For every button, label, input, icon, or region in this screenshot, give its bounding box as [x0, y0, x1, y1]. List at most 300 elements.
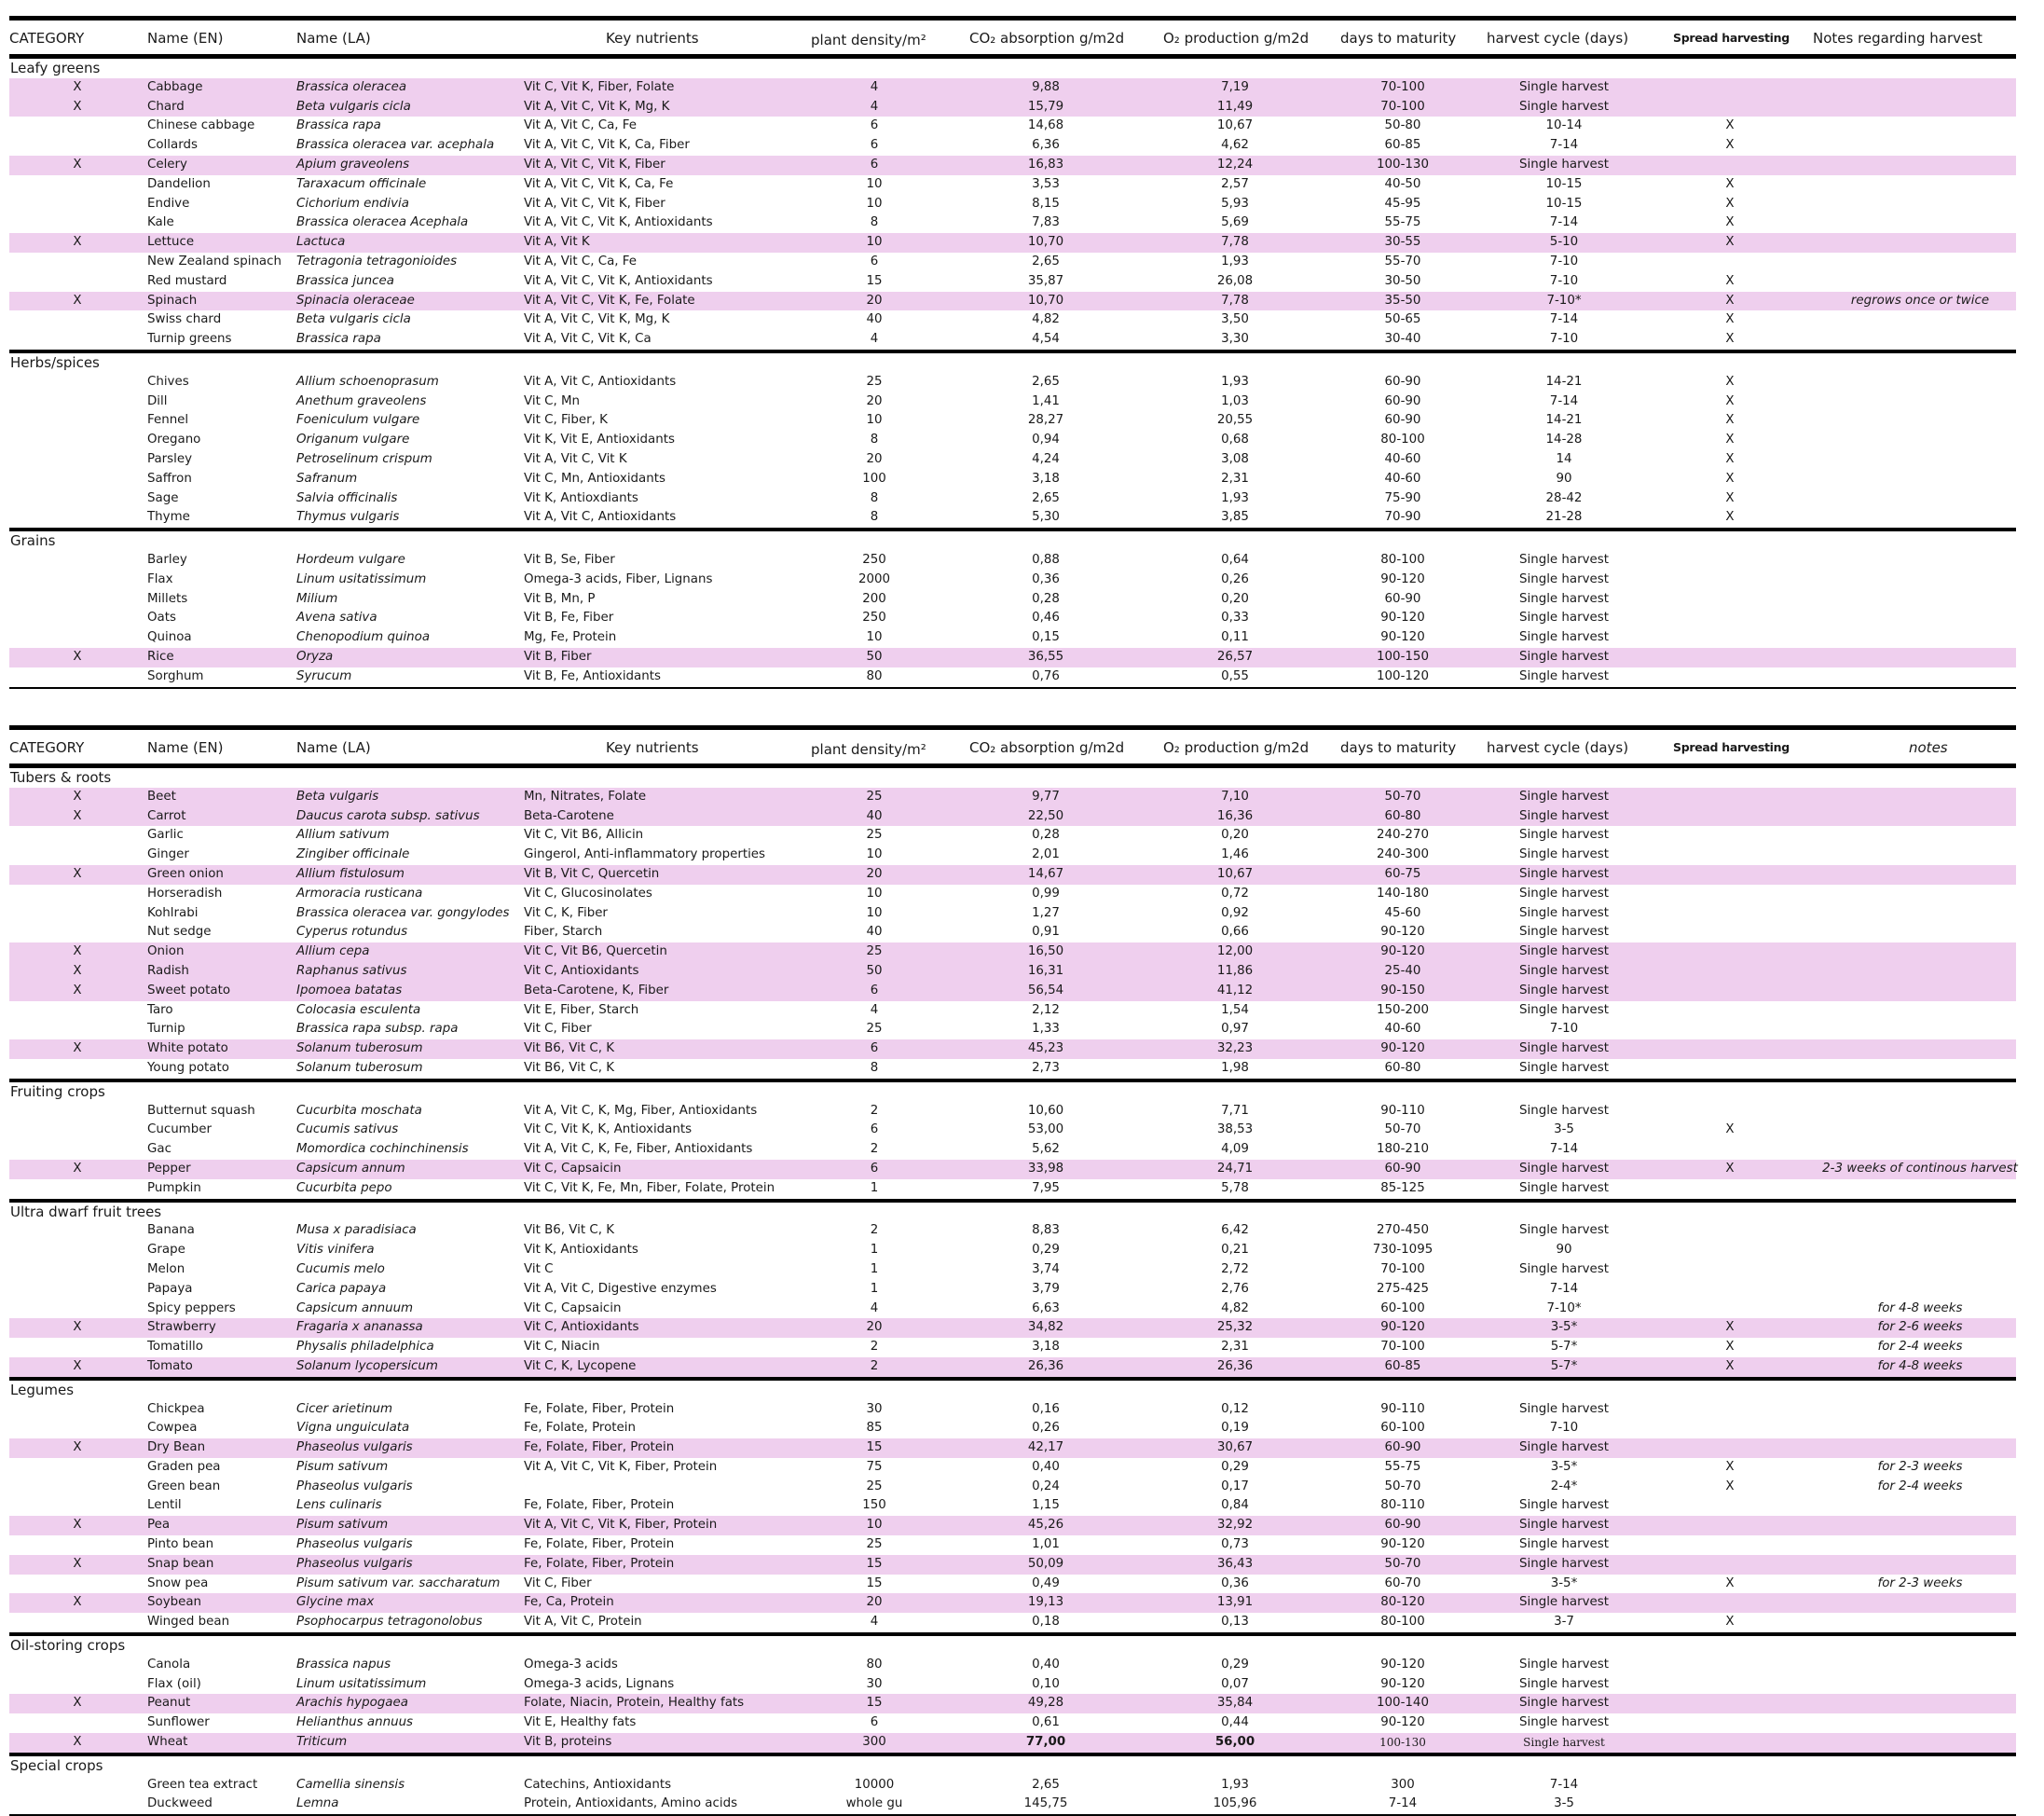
- spread-harvesting: X: [1725, 312, 1735, 327]
- name-en: Swiss chard: [147, 312, 222, 327]
- days-to-maturity: 30-40: [1384, 332, 1421, 347]
- days-to-maturity: 60-85: [1384, 1358, 1421, 1373]
- name-en: Celery: [147, 157, 187, 172]
- key-nutrients: Vit A, Vit C, Antioxidants: [524, 510, 677, 525]
- days-to-maturity: 90-120: [1380, 944, 1425, 959]
- key-nutrients: Vit A, Vit C, Vit K, Mg, K: [524, 99, 670, 114]
- name-la: Solanum lycopersicum: [296, 1358, 438, 1373]
- days-to-maturity: 140-180: [1377, 886, 1429, 901]
- harvest-cycle: 7-14: [1549, 215, 1579, 230]
- harvest-cycle: 7-14: [1549, 393, 1579, 408]
- harvest-cycle: Single harvest: [1518, 79, 1609, 94]
- header-days-to-maturity: days to maturity: [1340, 30, 1457, 47]
- category-group: [9, 1079, 2016, 1199]
- table-row: [9, 1419, 2016, 1438]
- co2-absorption: 45,26: [1027, 1518, 1064, 1533]
- name-en: Papaya: [147, 1281, 193, 1296]
- harvest-cycle: Single harvest: [1518, 1161, 1609, 1176]
- plant-density: 4: [870, 1300, 879, 1315]
- days-to-maturity: 60-90: [1384, 591, 1421, 606]
- name-en: Chard: [147, 99, 185, 114]
- key-nutrients: Vit K, Antioxidants: [524, 1243, 638, 1258]
- harvest-cycle: Single harvest: [1518, 905, 1609, 920]
- o2-production: 1,93: [1221, 490, 1249, 505]
- name-en: Tomatillo: [147, 1340, 203, 1355]
- table-row: [9, 78, 2016, 98]
- name-en: Pepper: [147, 1161, 191, 1176]
- table-row: [9, 373, 2016, 392]
- spread-harvesting: X: [1725, 1340, 1735, 1355]
- name-en: Thyme: [147, 510, 190, 525]
- header-co2-absorption: CO₂ absorption g/m2d: [969, 739, 1125, 756]
- key-nutrients: Vit C: [524, 1261, 554, 1276]
- co2-absorption: 0,28: [1032, 591, 1060, 606]
- table-row: [9, 1160, 2016, 1179]
- co2-absorption: 19,13: [1027, 1595, 1064, 1610]
- harvest-cycle: 7-10*: [1546, 293, 1582, 308]
- name-en: Kale: [147, 215, 174, 230]
- days-to-maturity: 90-120: [1380, 1657, 1425, 1672]
- harvest-cycle: Single harvest: [1518, 944, 1609, 959]
- days-to-maturity: 40-60: [1384, 451, 1421, 466]
- name-en: Peanut: [147, 1696, 191, 1711]
- plant-density: 25: [866, 828, 883, 843]
- days-to-maturity: 45-60: [1384, 905, 1421, 920]
- header-category: CATEGORY: [9, 739, 85, 756]
- days-to-maturity: 55-75: [1384, 215, 1421, 230]
- key-nutrients: Vit A, Vit C, Vit K, Fiber, Protein: [524, 1518, 718, 1533]
- table-row: [9, 1318, 2016, 1338]
- name-en: Chives: [147, 374, 189, 389]
- o2-production: 3,08: [1221, 451, 1249, 466]
- name-la: Syrucum: [296, 668, 352, 683]
- o2-production: 25,32: [1216, 1320, 1254, 1335]
- days-to-maturity: 90-120: [1380, 1676, 1425, 1691]
- plant-density: 8: [870, 490, 879, 505]
- key-nutrients: Vit A, Vit C, Antioxidants: [524, 374, 677, 389]
- name-en: New Zealand spinach: [147, 254, 281, 268]
- table-row: [9, 310, 2016, 330]
- spread-harvesting: X: [1725, 293, 1735, 308]
- name-la: Pisum sativum: [296, 1459, 389, 1474]
- name-en: Spicy peppers: [147, 1300, 236, 1315]
- harvest-cycle: Single harvest: [1518, 1696, 1609, 1711]
- name-la: Brassica oleracea Acephala: [296, 215, 469, 230]
- co2-absorption: 0,88: [1032, 552, 1060, 567]
- key-nutrients: Vit A, Vit C, K, Mg, Fiber, Antioxidants: [524, 1103, 758, 1118]
- key-nutrients: Vit C, Vit K, Fiber, Folate: [524, 79, 675, 94]
- plant-density: 10000: [854, 1777, 895, 1792]
- harvest-cycle: 14: [1556, 451, 1572, 466]
- co2-absorption: 53,00: [1027, 1122, 1064, 1137]
- o2-production: 41,12: [1216, 983, 1254, 997]
- name-en: Radish: [147, 963, 189, 978]
- harvest-cycle: 14-21: [1545, 413, 1583, 428]
- key-nutrients: Vit A, Vit C, Ca, Fe: [524, 118, 637, 133]
- key-nutrients: Vit A, Vit C, Vit K, Antioxidants: [524, 273, 713, 288]
- category-label: Herbs/spices: [10, 353, 100, 371]
- o2-production: 0,68: [1221, 433, 1249, 447]
- plant-density: 8: [870, 215, 879, 230]
- name-la: Origanum vulgare: [296, 433, 410, 447]
- name-la: Foeniculum vulgare: [296, 413, 420, 428]
- name-en: Chinese cabbage: [147, 118, 255, 133]
- plant-density: 75: [866, 1459, 883, 1474]
- table-row: [9, 1694, 2016, 1713]
- selected-mark: X: [73, 866, 82, 881]
- co2-absorption: 3,18: [1032, 471, 1060, 486]
- o2-production: 16,36: [1216, 808, 1254, 823]
- o2-production: 0,17: [1221, 1479, 1249, 1493]
- o2-production: 3,50: [1221, 312, 1249, 327]
- name-la: Momordica cochinchinensis: [296, 1142, 469, 1157]
- co2-absorption: 0,18: [1032, 1615, 1060, 1630]
- plant-density: 25: [866, 944, 883, 959]
- harvest-notes: for 2-3 weeks: [1877, 1459, 1963, 1474]
- name-la: Allium schoenoprasum: [296, 374, 439, 389]
- days-to-maturity: 240-270: [1377, 828, 1429, 843]
- harvest-cycle: 3-5*: [1550, 1320, 1578, 1335]
- o2-production: 0,11: [1221, 630, 1249, 645]
- o2-production: 4,82: [1221, 1300, 1249, 1315]
- plant-density: whole gu: [845, 1796, 903, 1811]
- selected-mark: X: [73, 99, 82, 114]
- name-la: Camellia sinensis: [296, 1777, 405, 1792]
- o2-production: 0,26: [1221, 571, 1249, 586]
- selected-mark: X: [73, 789, 82, 804]
- days-to-maturity: 45-95: [1384, 196, 1421, 211]
- selected-mark: X: [73, 1696, 82, 1711]
- o2-production: 4,09: [1221, 1142, 1249, 1157]
- days-to-maturity: 60-90: [1384, 413, 1421, 428]
- harvest-notes: for 2-6 weeks: [1877, 1320, 1963, 1335]
- name-en: Quinoa: [147, 630, 192, 645]
- days-to-maturity: 80-100: [1380, 552, 1425, 567]
- table-row: [9, 136, 2016, 156]
- o2-production: 32,23: [1216, 1041, 1254, 1056]
- name-en: Duckweed: [147, 1796, 213, 1811]
- spread-harvesting: X: [1725, 1358, 1735, 1373]
- category-label: Grains: [10, 532, 56, 550]
- harvest-cycle: 7-14: [1549, 1281, 1579, 1296]
- days-to-maturity: 300: [1391, 1777, 1415, 1792]
- table-row: [9, 609, 2016, 628]
- key-nutrients: Vit C, Niacin: [524, 1340, 600, 1355]
- o2-production: 1,03: [1221, 393, 1249, 408]
- name-la: Thymus vulgaris: [296, 510, 400, 525]
- selected-mark: X: [73, 235, 82, 250]
- days-to-maturity: 60-80: [1384, 808, 1421, 823]
- days-to-maturity: 30-50: [1384, 273, 1421, 288]
- table-row: [9, 942, 2016, 962]
- co2-absorption: 0,28: [1032, 828, 1060, 843]
- header-harvest-cycle: harvest cycle (days): [1487, 739, 1629, 756]
- harvest-cycle: 3-5*: [1550, 1459, 1578, 1474]
- plant-density: 10: [866, 176, 883, 191]
- plant-density: 20: [866, 1320, 883, 1335]
- name-en: Grape: [147, 1243, 185, 1258]
- table-row: [9, 1300, 2016, 1319]
- o2-production: 0,55: [1221, 668, 1249, 683]
- name-la: Brassica napus: [296, 1657, 391, 1672]
- selected-mark: X: [73, 293, 82, 308]
- name-en: Young potato: [147, 1060, 229, 1075]
- co2-absorption: 0,26: [1032, 1421, 1060, 1436]
- harvest-cycle: Single harvest: [1518, 591, 1609, 606]
- co2-absorption: 8,83: [1032, 1223, 1060, 1238]
- harvest-cycle: 3-5: [1554, 1122, 1574, 1137]
- harvest-cycle: Single harvest: [1518, 789, 1609, 804]
- table-header-row: [9, 725, 2016, 768]
- plant-density: 4: [870, 99, 879, 114]
- days-to-maturity: 70-100: [1380, 1340, 1425, 1355]
- harvest-cycle: Single harvest: [1518, 1180, 1609, 1195]
- name-la: Vigna unguiculata: [296, 1421, 410, 1436]
- co2-absorption: 1,33: [1032, 1022, 1060, 1037]
- o2-production: 0,92: [1221, 905, 1249, 920]
- key-nutrients: Vit C, Fiber: [524, 1575, 592, 1590]
- table-row: [9, 292, 2016, 311]
- selected-mark: X: [73, 649, 82, 664]
- table-row: [9, 1001, 2016, 1021]
- plant-density: 30: [866, 1401, 883, 1416]
- name-la: Petroselinum crispum: [296, 451, 432, 466]
- table-row: [9, 1121, 2016, 1140]
- table-row: [9, 1438, 2016, 1458]
- name-en: Green onion: [147, 866, 224, 881]
- o2-production: 0,73: [1221, 1537, 1249, 1552]
- o2-production: 10,67: [1216, 118, 1254, 133]
- o2-production: 0,29: [1221, 1657, 1249, 1672]
- name-en: White potato: [147, 1041, 228, 1056]
- days-to-maturity: 60-90: [1384, 374, 1421, 389]
- table-row: [9, 1795, 2016, 1814]
- name-en: Ginger: [147, 847, 189, 862]
- key-nutrients: Vit A, Vit C, Vit K, Ca: [524, 332, 652, 347]
- name-en: Pea: [147, 1518, 171, 1533]
- category-label: Ultra dwarf fruit trees: [10, 1203, 162, 1220]
- plant-density: 6: [870, 157, 879, 172]
- table-row: [9, 962, 2016, 982]
- category-group: [9, 350, 2016, 528]
- name-en: Taro: [147, 1002, 173, 1017]
- co2-absorption: 0,16: [1032, 1401, 1060, 1416]
- name-en: Snap bean: [147, 1556, 214, 1571]
- co2-absorption: 6,36: [1032, 138, 1060, 153]
- selected-mark: X: [73, 1440, 82, 1455]
- days-to-maturity: 90-120: [1380, 1537, 1425, 1552]
- name-la: Psophocarpus tetragonolobus: [296, 1615, 483, 1630]
- plant-density: 8: [870, 433, 879, 447]
- header-spread-harvesting: Spread harvesting: [1673, 31, 1790, 45]
- co2-absorption: 45,23: [1027, 1041, 1064, 1056]
- table-row: [9, 1733, 2016, 1753]
- o2-production: 12,24: [1216, 157, 1254, 172]
- name-en: Green tea extract: [147, 1777, 258, 1792]
- table-row: [9, 1280, 2016, 1300]
- key-nutrients: Vit C, Vit K, Fe, Mn, Fiber, Folate, Protein: [524, 1180, 775, 1195]
- table-row: [9, 1516, 2016, 1535]
- co2-absorption: 35,87: [1027, 273, 1064, 288]
- o2-production: 5,78: [1221, 1180, 1249, 1195]
- key-nutrients: Vit A, Vit C, Vit K, Antioxidants: [524, 215, 713, 230]
- name-la: Carica papaya: [296, 1281, 387, 1296]
- name-en: Kohlrabi: [147, 905, 199, 920]
- table-row: [9, 1656, 2016, 1675]
- plant-density: 100: [862, 471, 886, 486]
- o2-production: 2,31: [1221, 1340, 1249, 1355]
- co2-absorption: 8,15: [1032, 196, 1060, 211]
- name-la: Vitis vinifera: [296, 1243, 375, 1258]
- plant-density: 80: [866, 668, 883, 683]
- harvest-cycle: Single harvest: [1518, 1715, 1609, 1730]
- name-en: Turnip: [147, 1022, 185, 1037]
- table-row: [9, 1059, 2016, 1079]
- days-to-maturity: 80-110: [1380, 1498, 1425, 1513]
- harvest-cycle: Single harvest: [1518, 1103, 1609, 1118]
- harvest-notes: regrows once or twice: [1850, 293, 1990, 308]
- name-la: Colocasia esculenta: [296, 1002, 421, 1017]
- co2-absorption: 77,00: [1025, 1735, 1066, 1750]
- key-nutrients: Vit A, Vit C, Digestive enzymes: [524, 1281, 717, 1296]
- name-la: Tetragonia tetragonioides: [296, 254, 458, 268]
- spread-harvesting: X: [1725, 1575, 1735, 1590]
- plant-density: 2000: [857, 571, 891, 586]
- plant-density: 20: [866, 866, 883, 881]
- selected-mark: X: [73, 944, 82, 959]
- table-row: [9, 551, 2016, 571]
- spread-harvesting: X: [1725, 176, 1735, 191]
- harvest-cycle: Single harvest: [1518, 1676, 1609, 1691]
- key-nutrients: Mn, Nitrates, Folate: [524, 789, 647, 804]
- days-to-maturity: 30-55: [1384, 235, 1421, 250]
- table-row: [9, 923, 2016, 942]
- co2-absorption: 0,94: [1032, 433, 1060, 447]
- o2-production: 7,10: [1221, 789, 1249, 804]
- table-row: [9, 175, 2016, 195]
- category-label: Legumes: [10, 1381, 75, 1398]
- key-nutrients: Fe, Folate, Fiber, Protein: [524, 1537, 675, 1552]
- table-row: [9, 213, 2016, 233]
- days-to-maturity: 100-130: [1377, 157, 1429, 172]
- harvest-notes: for 2-3 weeks: [1877, 1575, 1963, 1590]
- category-label: Special crops: [10, 1756, 103, 1774]
- table-row: [9, 1535, 2016, 1555]
- table-row: [9, 1613, 2016, 1632]
- category-group: [9, 768, 2016, 1079]
- co2-absorption: 10,70: [1027, 293, 1064, 308]
- o2-production: 0,36: [1221, 1575, 1249, 1590]
- key-nutrients: Gingerol, Anti-inflammatory properties: [524, 847, 766, 862]
- o2-production: 0,33: [1221, 611, 1249, 626]
- key-nutrients: Vit C, Capsaicin: [524, 1161, 622, 1176]
- o2-production: 26,36: [1216, 1358, 1254, 1373]
- name-en: Parsley: [147, 451, 193, 466]
- category-group: [9, 59, 2016, 350]
- key-nutrients: Vit E, Healthy fats: [524, 1715, 637, 1730]
- harvest-cycle: 14-28: [1545, 433, 1583, 447]
- table-row: [9, 330, 2016, 350]
- key-nutrients: Vit C, Fiber, K: [524, 413, 608, 428]
- spread-harvesting: X: [1725, 1161, 1735, 1176]
- table-row: [9, 1593, 2016, 1613]
- plant-density: 4: [870, 1615, 879, 1630]
- plant-density: 1: [870, 1261, 879, 1276]
- table-row: [9, 1713, 2016, 1733]
- key-nutrients: Vit C, K, Lycopene: [524, 1358, 637, 1373]
- name-en: Cowpea: [147, 1421, 198, 1436]
- plant-density: 20: [866, 393, 883, 408]
- days-to-maturity: 90-120: [1380, 611, 1425, 626]
- key-nutrients: Vit A, Vit C, K, Fe, Fiber, Antioxidants: [524, 1142, 753, 1157]
- key-nutrients: Fe, Folate, Fiber, Protein: [524, 1498, 675, 1513]
- days-to-maturity: 55-70: [1384, 254, 1421, 268]
- plant-density: 50: [866, 649, 883, 664]
- key-nutrients: Vit B, Fiber: [524, 649, 592, 664]
- plant-density: 6: [870, 138, 879, 153]
- days-to-maturity: 100-130: [1379, 1736, 1426, 1750]
- co2-absorption: 2,65: [1032, 490, 1060, 505]
- key-nutrients: Fe, Folate, Fiber, Protein: [524, 1556, 675, 1571]
- o2-production: 1,93: [1221, 374, 1249, 389]
- co2-absorption: 9,77: [1032, 789, 1060, 804]
- table-row: [9, 846, 2016, 865]
- plant-density: 4: [870, 1002, 879, 1017]
- name-la: Linum usitatissimum: [296, 1676, 427, 1691]
- name-la: Pisum sativum: [296, 1518, 389, 1533]
- name-en: Winged bean: [147, 1615, 230, 1630]
- days-to-maturity: 90-120: [1380, 1041, 1425, 1056]
- co2-absorption: 14,67: [1027, 866, 1064, 881]
- plant-density: 250: [862, 611, 886, 626]
- name-en: Rice: [147, 649, 174, 664]
- harvest-cycle: Single harvest: [1518, 1223, 1609, 1238]
- key-nutrients: Omega-3 acids: [524, 1657, 618, 1672]
- spread-harvesting: X: [1725, 138, 1735, 153]
- header-o2-production: O₂ production g/m2d: [1163, 30, 1310, 47]
- key-nutrients: Vit C, Fiber: [524, 1022, 592, 1037]
- name-la: Solanum tuberosum: [296, 1060, 423, 1075]
- plant-density: 10: [866, 413, 883, 428]
- selected-mark: X: [73, 1041, 82, 1056]
- plant-density: 20: [866, 293, 883, 308]
- name-la: Helianthus annuus: [296, 1715, 414, 1730]
- days-to-maturity: 270-450: [1377, 1223, 1429, 1238]
- table-row: [9, 1458, 2016, 1478]
- key-nutrients: Beta-Carotene, K, Fiber: [524, 983, 669, 997]
- co2-absorption: 0,10: [1032, 1676, 1060, 1691]
- o2-production: 0,72: [1221, 886, 1249, 901]
- key-nutrients: Vit A, Vit C, Vit K, Ca, Fiber: [524, 138, 690, 153]
- name-la: Capsicum annuum: [296, 1300, 414, 1315]
- plant-density: 250: [862, 552, 886, 567]
- days-to-maturity: 40-50: [1384, 176, 1421, 191]
- name-en: Lentil: [147, 1498, 182, 1513]
- spread-harvesting: X: [1725, 413, 1735, 428]
- harvest-cycle: 5-7*: [1550, 1358, 1578, 1373]
- days-to-maturity: 25-40: [1384, 963, 1421, 978]
- co2-absorption: 10,70: [1027, 235, 1064, 250]
- name-la: Avena sativa: [296, 611, 377, 626]
- table-row: [9, 1241, 2016, 1260]
- table-row: [9, 590, 2016, 610]
- category-group: [9, 528, 2016, 688]
- days-to-maturity: 60-80: [1384, 1060, 1421, 1075]
- header-plant-density: plant density/m²: [811, 741, 926, 758]
- plant-density: 15: [866, 1440, 883, 1455]
- plant-density: 150: [862, 1498, 886, 1513]
- table-row: [9, 865, 2016, 885]
